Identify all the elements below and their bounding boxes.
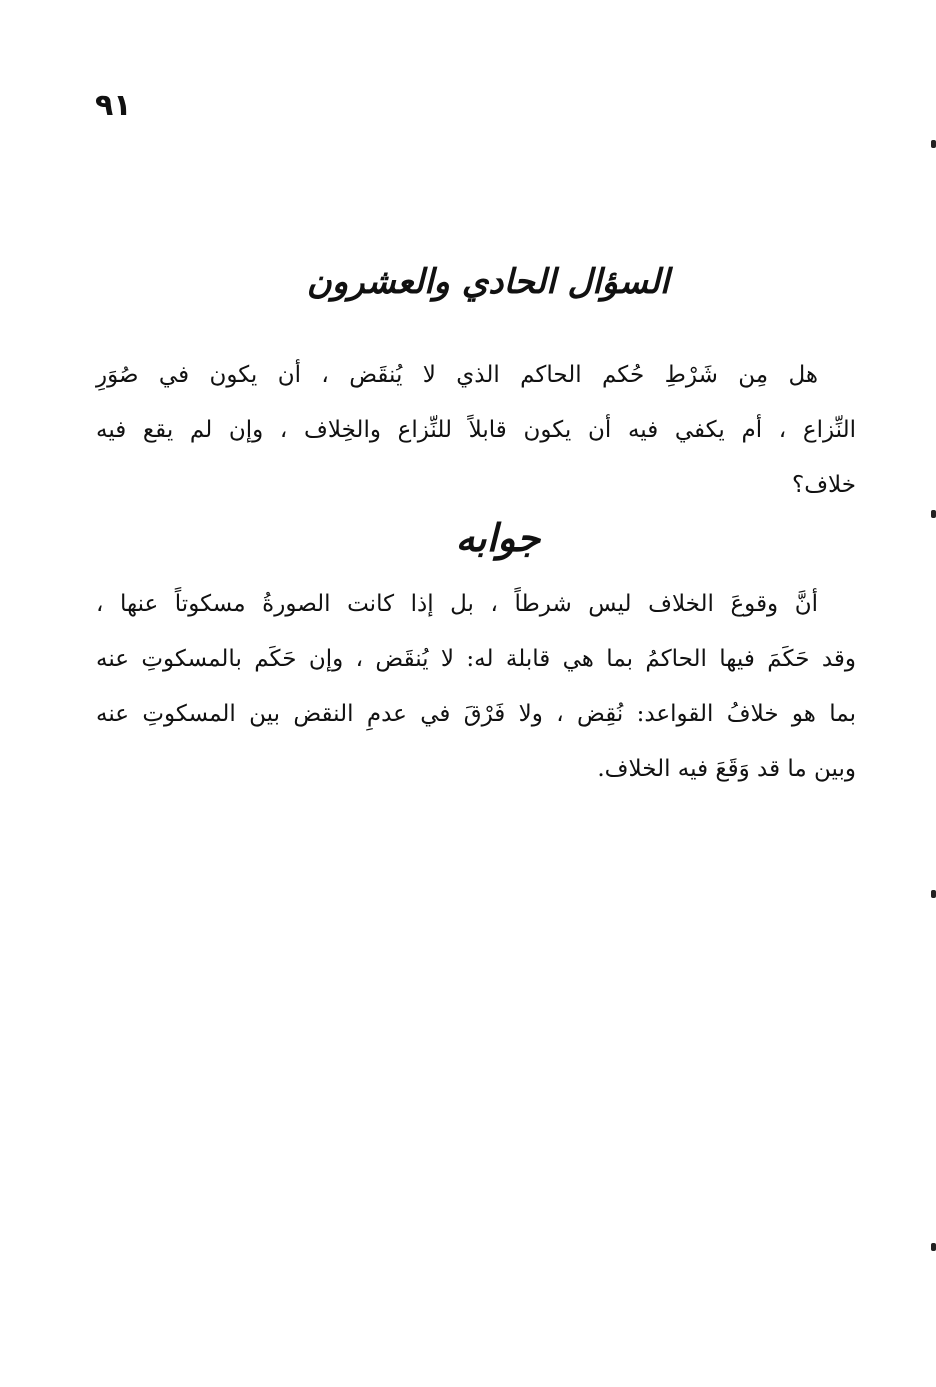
answer-line: بما هو خلافُ القواعد: نُقِض ، ولا فَرْقَ في عدمِ النقض بين المسكوتِ عنه (96, 701, 856, 727)
question-heading: السؤال الحادي والعشرون (306, 262, 670, 302)
answer-heading: جوابه (455, 515, 541, 560)
scan-edge-mark (931, 1243, 936, 1251)
question-line: هل مِن شَرْطِ حُكم الحاكم الذي لا يُنقَض ، أن يكون في صُوَرِ (96, 362, 818, 388)
scan-edge-mark (931, 510, 936, 518)
answer-line: وبين ما قد وَقَعَ فيه الخلاف. (597, 756, 856, 782)
scan-edge-mark (931, 890, 936, 898)
scan-edge-mark (931, 140, 936, 148)
answer-line: أنَّ وقوعَ الخلاف ليس شرطاً ، بل إذا كانت الصورةُ مسكوتاً عنها ، (96, 591, 818, 617)
page-number: ٩١ (95, 88, 132, 123)
question-line: النِّزاع ، أم يكفي فيه أن يكون قابلاً للنِّزاع والخِلاف ، وإن لم يقع فيه (96, 417, 856, 443)
question-text (96, 348, 856, 513)
answer-line: وقد حَكَمَ فيها الحاكمُ بما هي قابلة له: لا يُنقَض ، وإن حَكَم بالمسكوتِ عنه (96, 646, 856, 672)
question-line: خلاف؟ (792, 472, 856, 498)
answer-text (96, 577, 856, 797)
